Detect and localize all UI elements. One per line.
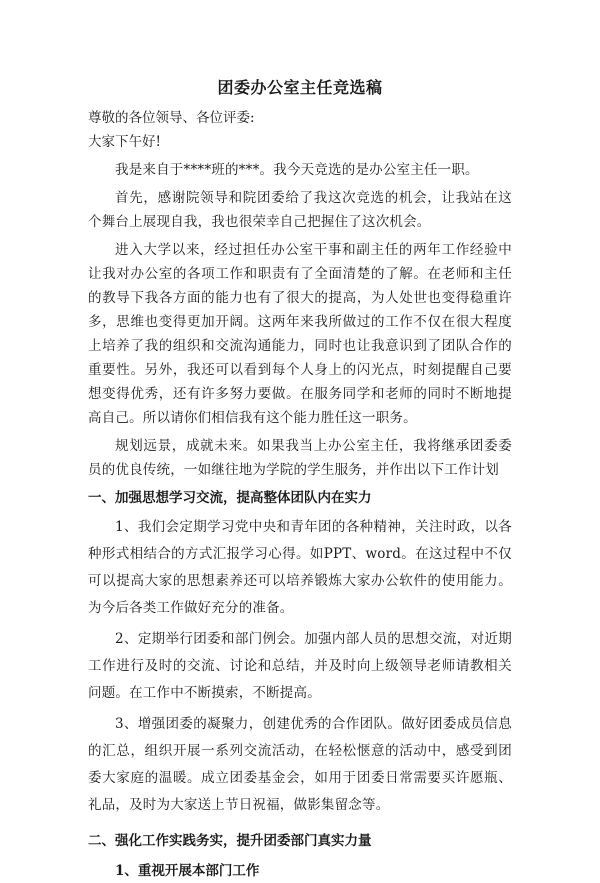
section-1-item-1: 1、我们会定期学习党中央和青年团的各种精神，关注时政，以各种形式相结合的方式汇报学习心得。如PPT、word。在这过程中不仅可以提高大家的思想素养还可以培养锻炼大家办公软件的使用能力。为今后各类工作做好充分的准备。 [88, 519, 512, 616]
paragraph-intro: 我是来自于****班的***。我今天竞选的是办公室主任一职。 [115, 162, 479, 178]
section-1-item-3: 3、增强团委的凝聚力，创建优秀的合作团队。做好团委成员信息的汇总，组织开展一系列交流活动，在轻松惬意的活动中，感受到团委大家庭的温暖。成立团委基金会，如用于团委日常需要买许愿瓶、礼品，及时为大家送上节日祝福，做影集留念等。 [88, 716, 512, 813]
salutation-leaders: 尊敬的各位领导、各位评委: [88, 110, 255, 126]
paragraph-plan-intro: 规划远景，成就未来。如果我当上办公室主任，我将继承团委委员的优良传统，一如继往地为学院的学生服务，并作出以下工作计划 [88, 438, 512, 478]
salutation-greeting: 大家下午好! [88, 134, 161, 150]
section-1-heading: 一、加强思想学习交流，提高整体团队内在实力 [88, 490, 372, 506]
document-title: 团委办公室主任竞选稿 [217, 78, 383, 97]
paragraph-experience: 进入大学以来，经过担任办公室干事和副主任的两年工作经验中让我对办公室的各项工作和职责有了全面清楚的了解。在老师和主任的教导下我各方面的能力也有了很大的提高，为人处世也变得稳重许多，思维也变得更加开阔。这两年来我所做过的工作不仅在很大程度上培养了我的组织和交流沟通能力，同时也让我意识到了团队合作的重要性。另外，我还可以看到每个人身上的闪光点，时刻提醒自己要想变得优秀，还有许多努力要做。在服务同学和老师的同时不断地提高自己。所以请你们相信我有这个能力胜任这一职务。 [88, 242, 512, 426]
paragraph-thanks: 首先，感谢院领导和院团委给了我这次竞选的机会，让我站在这个舞台上展现自我，我也很荣幸自己把握住了这次机会。 [88, 190, 512, 230]
section-1-item-2: 2、定期举行团委和部门例会。加强内部人员的思想交流，对近期工作进行及时的交流、讨论和总结，并及时向上级领导老师请教相关问题。在工作中不断摸索，不断提高。 [88, 631, 512, 701]
section-2-subheading: 1、重视开展本部门工作 [115, 863, 260, 879]
section-2-heading: 二、强化工作实践务实，提升团委部门真实力量 [88, 833, 372, 849]
